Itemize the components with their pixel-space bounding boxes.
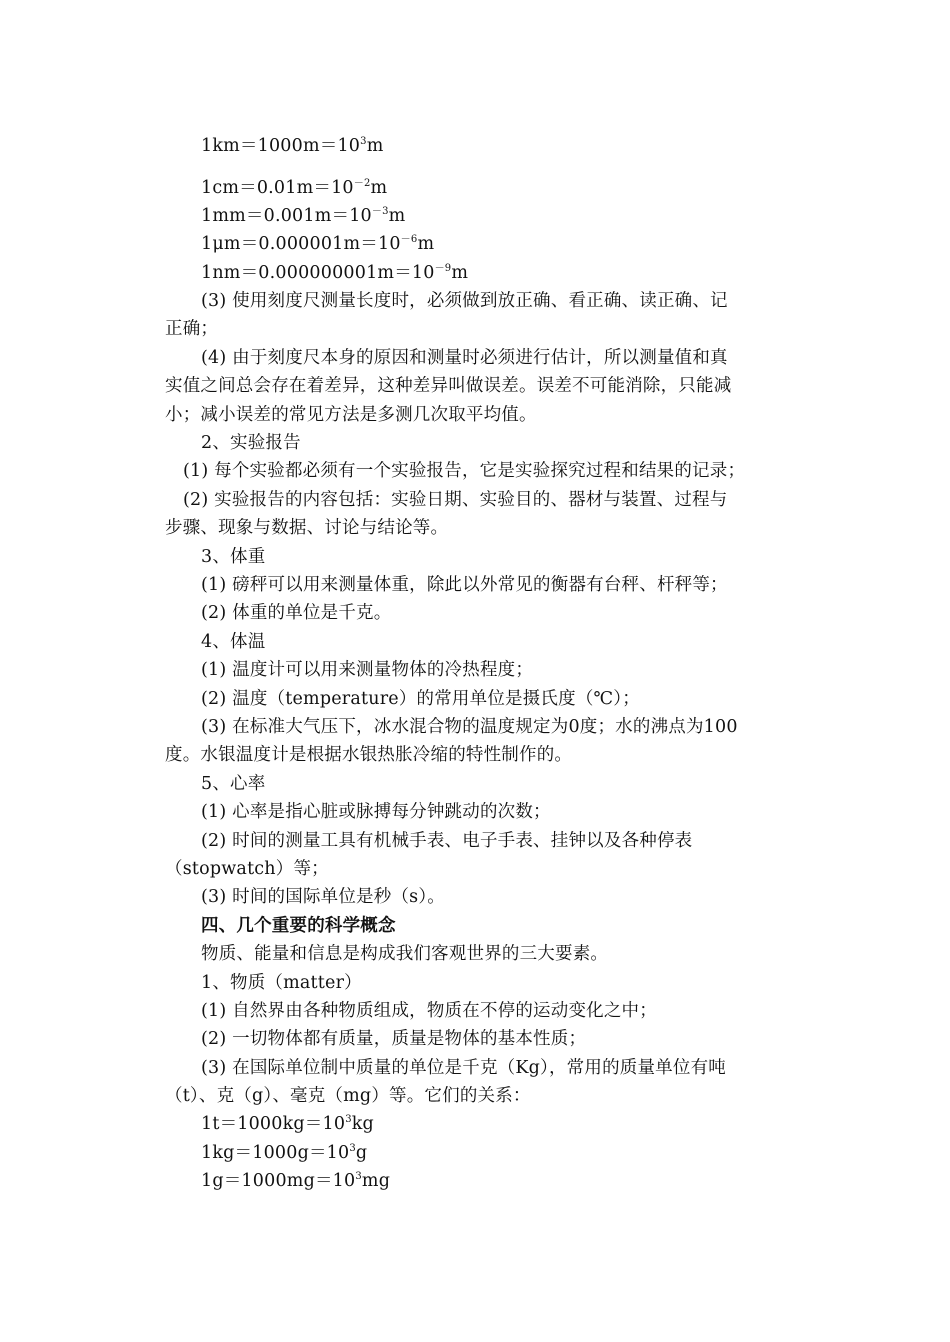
ruler-item-4-line-1: (4) 由于刻度尺本身的原因和测量时必须进行估计，所以测量值和真 <box>201 348 728 368</box>
report-item-1: (1) 每个实验都必须有一个实验报告，它是实验探究过程和结果的记录； <box>183 461 746 481</box>
ruler-item-3-line-1: (3) 使用刻度尺测量长度时，必须做到放正确、看正确、读正确、记 <box>201 291 728 311</box>
temperature-item-3-line-2: 度。水银温度计是根据水银热胀冷缩的特性制作的。 <box>165 745 573 765</box>
unit-conversion-mm: $1mm=0.001m=10^{-3}m$ <box>201 206 406 226</box>
unit-conversion-km: $1km=1000m=10^3m$ <box>201 136 384 156</box>
section-4-title: 四、几个重要的科学概念 <box>201 916 396 936</box>
temperature-item-1: (1) 温度计可以用来测量物体的冷热程度； <box>201 660 534 680</box>
report-item-2-line-2: 步骤、现象与数据、讨论与结论等。 <box>165 518 449 538</box>
temperature-item-2: (2) 温度（temperature）的常用单位是摄氏度（℃）； <box>201 689 640 709</box>
heart-item-2-line-2: （stopwatch）等； <box>165 859 329 879</box>
report-heading: 2、实验报告 <box>201 433 301 453</box>
mass-conversion-g: $1g=1000mg=10^3mg$ <box>201 1171 391 1191</box>
weight-item-2: (2) 体重的单位是千克。 <box>201 603 392 623</box>
unit-conversion-cm: $1cm=0.01m=10^{-2}m$ <box>201 178 388 198</box>
mass-conversion-t: $1t=1000kg=10^3kg$ <box>201 1114 374 1134</box>
heart-item-3: (3) 时间的国际单位是秒（s）。 <box>201 887 445 907</box>
matter-heading: 1、物质（matter） <box>201 973 362 993</box>
ruler-item-3-line-2: 正确； <box>165 319 219 339</box>
mass-conversion-kg: $1kg=1000g=10^3g$ <box>201 1143 368 1163</box>
temperature-item-3-line-1: (3) 在标准大气压下，冰水混合物的温度规定为0度；水的沸点为100 <box>201 717 738 737</box>
temperature-heading: 4、体温 <box>201 632 266 652</box>
matter-item-2: (2) 一切物体都有质量，质量是物体的基本性质； <box>201 1029 587 1049</box>
unit-conversion-um: $1\mu m=0.000001m=10^{-6}m$ <box>201 234 435 254</box>
heart-item-2-line-1: (2) 时间的测量工具有机械手表、电子手表、挂钟以及各种停表 <box>201 831 693 851</box>
weight-item-1: (1) 磅秤可以用来测量体重，除此以外常见的衡器有台秤、杆秤等； <box>201 575 728 595</box>
heart-heading: 5、心率 <box>201 774 266 794</box>
ruler-item-4-line-2: 实值之间总会存在着差异，这种差异叫做误差。误差不可能消除，只能减 <box>165 376 732 396</box>
ruler-item-4-line-3: 小；减小误差的常见方法是多测几次取平均值。 <box>165 405 537 425</box>
matter-item-3-line-1: (3) 在国际单位制中质量的单位是千克（Kg），常用的质量单位有吨 <box>201 1058 726 1078</box>
section-4-intro: 物质、能量和信息是构成我们客观世界的三大要素。 <box>201 944 609 964</box>
matter-item-1: (1) 自然界由各种物质组成，物质在不停的运动变化之中； <box>201 1001 657 1021</box>
heart-item-1: (1) 心率是指心脏或脉搏每分钟跳动的次数； <box>201 802 551 822</box>
weight-heading: 3、体重 <box>201 547 266 567</box>
unit-conversion-nm: $1nm=0.000000001m=10^{-9}m$ <box>201 263 469 283</box>
matter-item-3-line-2: （t）、克（g）、毫克（mg）等。它们的关系： <box>165 1086 531 1106</box>
report-item-2-line-1: (2) 实验报告的内容包括：实验日期、实验目的、器材与装置、过程与 <box>183 490 728 510</box>
